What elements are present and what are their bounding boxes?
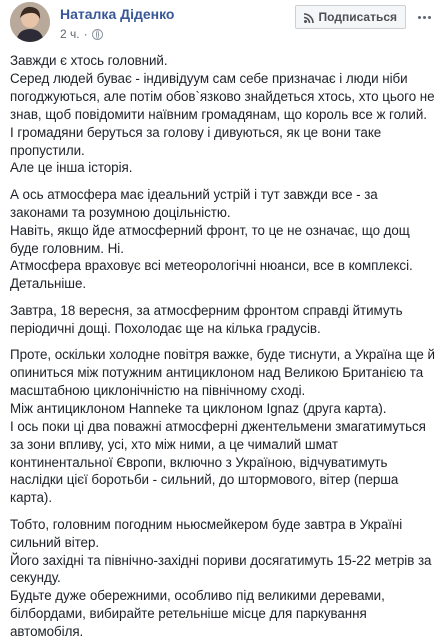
post-timestamp[interactable]: 2 ч.: [60, 27, 80, 41]
paragraph-1: [10, 52, 437, 177]
text-line: Його західні та північно-західні пориви досягатимуть 15-22 метрів за секунду.: [10, 552, 432, 586]
text-line: Але це інша історія.: [10, 160, 133, 176]
text-line: А ось атмосфера має ідеальний устрій і тут завжди все - за законами та розумною доцільністю.: [10, 186, 378, 220]
post-text: [10, 52, 437, 641]
text-line: І громадяни беруться за голову і дивуються, як це вони таке пропустили.: [10, 124, 382, 158]
author-name-link[interactable]: Наталка Діденко: [60, 6, 175, 22]
text-line: Завжди є хтось головний.: [10, 53, 168, 68]
author-avatar[interactable]: [10, 2, 50, 42]
text-line: Між антициклоном Hanneke та циклоном Ignaz (друга карта).: [10, 400, 387, 416]
paragraph-2: [10, 186, 437, 293]
text-line: Детальніше.: [10, 276, 87, 292]
avatar-photo: [10, 2, 50, 42]
text-line: Навіть, якщо йде атмосферний фронт, то це не означає, що дощ буде головним. Ні.: [10, 222, 410, 256]
text-line: Будьте дуже обережними, особливо під великими деревами, білбордами, вибирайте ретельніше місце для паркування автомобіля.: [10, 588, 385, 640]
paragraph-5: [10, 516, 437, 641]
rss-icon: [304, 12, 314, 22]
globe-icon: [92, 29, 103, 40]
text-line: Завтра, 18 вересня, за атмосферним фронтом справді йтимуть періодичні дощі. Похолодає ще на кілька градусів.: [10, 302, 403, 336]
follow-button[interactable]: [295, 5, 406, 29]
paragraph-3: [10, 302, 437, 338]
more-options-icon[interactable]: [413, 6, 435, 28]
post-meta: 2 ч. ·: [60, 27, 103, 41]
paragraph-4: [10, 346, 437, 507]
text-line: І ось поки ці два поважні атмосферні джентельмени змагатимуться за зони впливу, усі, хто між ними, а це чималий шмат континентальної Європи, включно з Україною, відчуватимуть наслідки цієї боротьби - сильний, до штормового, вітер (перша карта).: [10, 418, 426, 506]
follow-label: Подписаться: [318, 10, 397, 24]
post-header: [10, 0, 437, 52]
text-line: Тобто, головним погодним ньюсмейкером буде завтра в Україні сильний вітер.: [10, 516, 403, 550]
text-line: Атмосфера враховує всі метеорологічні нюанси, все в комплексі.: [10, 258, 413, 274]
text-line: Серед людей буває - індивідуум сам себе призначає і люди ніби погоджуються, але потім обов`язково знайдеться хтось, хто цього не знав, щоб повідомити наївним громадянам, що король все ж голий.: [10, 70, 435, 122]
text-line: Проте, оскільки холодне повітря важке, буде тиснути, а Україна ще й опиниться між потужним антициклоном над Великою Британією та масштабною циклонічністю на північному сході.: [10, 347, 435, 398]
